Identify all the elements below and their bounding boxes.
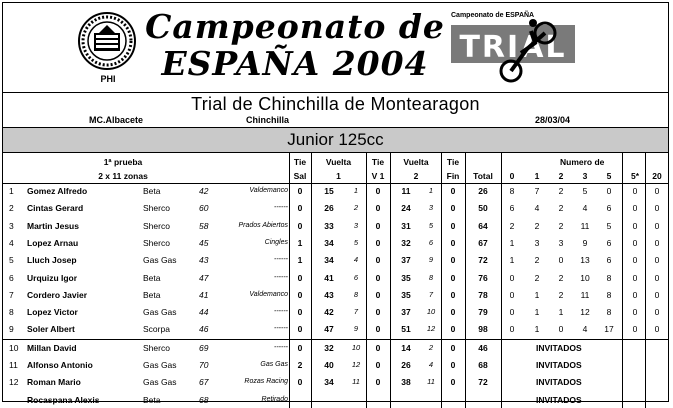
tie-fin-value: 0 [450,203,456,214]
rider-number: 58 [199,220,209,231]
count-3: 11 [580,289,590,300]
results-sheet [2,2,669,405]
count-0: 0 [509,307,515,318]
rider-bike: Scorpa [143,324,170,335]
col-tie-fin-bottom: Fin [446,171,460,181]
logo-caption: Campeonato de ESPAÑA [451,12,535,19]
count-3: 10 [580,272,590,283]
guest-note: INVITADOS [536,377,582,388]
count-5star: 0 [632,186,638,196]
count-2: 0 [558,324,564,335]
count-3: 13 [580,255,590,266]
total-score: 72 [478,255,488,266]
count-5: 0 [606,186,612,196]
rider-name: Martin Jesus [27,220,79,231]
col-count-3: 3 [582,171,588,181]
count-2: 2 [558,272,564,283]
results-table [3,153,668,405]
federation-seal-icon [77,11,137,71]
rider-name: Alfonso Antonio [27,360,93,370]
col-tie-sal-bottom: Sal [293,171,307,181]
guests-divider [3,339,668,341]
rider-club: Cingles [264,238,288,246]
rider-name: Soler Albert [27,324,75,335]
championship-year: ESPAÑA 2004 [161,44,429,83]
col-count-0: 0 [509,171,515,181]
count-5star: 0 [632,289,638,300]
vuelta2-score: 32 [401,237,411,248]
col-count-5star: 5* [630,171,640,181]
rider-bike: Gas Gas [143,255,177,266]
rider-bike: Sherco [143,342,170,353]
vuelta1-rank: 10 [351,342,361,352]
count-5: 8 [606,272,612,283]
count-3: 11 [580,220,590,231]
rider-club: ------ [274,343,288,351]
total-score: 76 [478,272,488,283]
tie-v1-value: 0 [375,186,381,196]
rider-bike: Sherco [143,203,170,214]
tie-sal-value: 1 [297,255,303,266]
col-divider [390,153,391,408]
vuelta1-rank: 12 [351,360,361,369]
col-tie-fin-top: Tie [446,157,460,167]
count-20: 0 [654,307,660,318]
col-tie-v1-top: Tie [371,157,385,167]
vuelta1-score: 41 [324,272,334,283]
count-2: 2 [558,220,564,231]
vuelta1-score: 32 [324,342,334,353]
vuelta2-rank: 9 [428,255,434,265]
rider-bike: Sherco [143,237,170,248]
tie-v1-value: 0 [375,255,381,266]
tie-v1-value: 0 [375,360,381,370]
vuelta1-rank: 11 [352,377,360,387]
guest-note: INVITADOS [536,394,582,405]
rider-number: 41 [199,289,209,300]
rider-position: 12 [9,377,19,388]
vuelta2-score: 37 [401,307,411,318]
total-score: 50 [478,203,488,214]
col-divider [622,153,623,408]
rider-name: Lopez Arnau [27,237,79,248]
championship-title: Campeonato de [145,7,445,46]
vuelta2-score: 11 [401,186,411,196]
count-0: 2 [509,220,515,231]
count-20: 0 [654,203,660,214]
rider-name: Rocaspana Alexis [27,394,100,405]
rider-club: ------ [274,273,288,281]
total-score: 78 [478,289,488,300]
event-title: Trial de Chinchilla de Montearagon [191,94,480,114]
round-label: 1ª prueba [103,157,143,167]
count-5: 8 [606,307,612,318]
count-0: 0 [509,289,515,300]
tie-fin-value: 0 [450,272,456,283]
rider-number: 60 [199,203,209,214]
count-3: 5 [582,186,588,196]
col-tie-sal-top: Tie [293,157,307,167]
count-0: 1 [509,255,515,266]
col-numero-de: Numero de [560,157,605,167]
col-divider [501,153,502,408]
count-0: 0 [509,324,515,335]
col-count-1: 1 [534,171,540,181]
total-score: 98 [478,324,488,335]
rider-name: Lopez Victor [27,307,78,318]
rider-club: Valdemanco [249,187,288,194]
count-5star: 0 [632,220,638,231]
tie-v1-value: 0 [375,324,381,335]
vuelta2-rank: 3 [428,203,434,213]
count-3: 12 [580,307,590,318]
total-score: 46 [478,342,488,353]
vuelta2-score: 35 [401,289,411,300]
count-20: 0 [654,220,660,231]
tie-fin-value: 0 [450,289,456,300]
trial-logo-icon [449,13,577,85]
rider-position: 6 [9,272,14,283]
vuelta1-score: 42 [324,307,334,318]
vuelta2-score: 14 [401,342,411,353]
rider-position: 5 [9,255,14,266]
tie-fin-value: 0 [450,324,456,335]
tie-fin-value: 0 [450,307,456,318]
rider-bike: Beta [143,394,161,405]
count-20: 0 [654,255,660,266]
rider-number: 70 [199,360,209,370]
tie-fin-value: 0 [450,186,456,196]
rider-bike: Sherco [143,220,170,231]
count-0: 1 [509,237,515,248]
vuelta1-score: 34 [324,377,334,388]
rider-number: 43 [199,255,209,266]
count-20: 0 [654,186,660,196]
vuelta2-rank: 4 [428,360,434,369]
vuelta1-score: 15 [324,186,334,196]
col-count-20: 20 [652,171,662,181]
rider-number: 45 [199,237,209,248]
count-1: 7 [534,186,540,196]
rider-number: 67 [199,377,209,388]
vuelta2-rank: 8 [428,272,434,282]
count-5: 5 [606,220,612,231]
count-1: 2 [534,255,540,266]
vuelta1-rank: 4 [353,255,359,265]
tie-v1-value: 0 [375,289,381,300]
tie-fin-value: 0 [450,220,456,231]
col-vuelta1-bottom: 1 [336,171,341,181]
count-20: 0 [654,237,660,248]
tie-v1-value: 0 [375,272,381,283]
vuelta1-rank: 9 [353,324,359,334]
rider-club: ------ [274,204,288,212]
vuelta2-score: 24 [401,203,411,214]
total-score: 79 [478,307,488,318]
rider-club: Valdemanco [249,290,288,298]
total-score: 68 [478,360,488,370]
vuelta1-rank: 3 [353,220,359,230]
vuelta1-score: 40 [324,360,334,370]
count-3: 9 [582,237,588,248]
seal-label: PHI [100,74,116,84]
total-score: 67 [478,237,488,248]
col-count-5: 5 [606,171,612,181]
count-2: 1 [558,307,564,318]
rider-position: 3 [9,220,14,231]
count-5: 6 [606,203,612,214]
rider-position: 4 [9,237,14,248]
rider-bike: Beta [143,289,161,300]
vuelta2-score: 26 [401,360,411,370]
count-2: 2 [558,289,564,300]
header-divider [3,183,668,184]
vuelta1-rank: 2 [353,203,359,213]
count-1: 1 [534,307,540,318]
tie-v1-value: 0 [375,203,381,214]
count-3: 4 [582,324,588,335]
vuelta1-score: 33 [324,220,334,231]
vuelta2-rank: 11 [427,377,435,387]
tie-sal-value: 1 [297,237,303,248]
tie-sal-value: 0 [297,186,303,196]
rider-number: 68 [199,394,209,405]
count-1: 2 [534,272,540,283]
category-title: Junior 125cc [3,127,668,153]
rider-number: 44 [199,307,209,318]
rider-name: Cintas Gerard [27,203,84,214]
vuelta2-rank: 1 [428,186,434,195]
vuelta2-rank: 7 [428,289,434,299]
count-5star: 0 [632,324,638,335]
tie-fin-value: 0 [450,237,456,248]
rider-bike: Beta [143,272,161,283]
rider-club: Gas Gas [260,361,288,368]
rider-number: 42 [199,186,209,196]
vuelta2-rank: 12 [426,324,436,334]
col-vuelta2-top: Vuelta [403,157,429,167]
rider-club: ------ [274,325,288,333]
vuelta2-score: 38 [401,377,411,388]
count-5star: 0 [632,237,638,248]
count-5star: 0 [632,307,638,318]
vuelta1-score: 34 [324,237,334,248]
col-divider [645,153,646,408]
count-5star: 0 [632,203,638,214]
vuelta1-rank: 7 [353,307,359,317]
total-score: 72 [478,377,488,388]
count-0: 6 [509,203,515,214]
rider-name: Cordero Javier [27,289,87,300]
header-banner [3,3,668,93]
event-date: 28/03/04 [535,115,571,125]
vuelta1-rank: 6 [353,272,359,282]
count-20: 0 [654,272,660,283]
vuelta2-score: 31 [401,220,411,231]
event-location: Chinchilla [246,115,290,125]
rider-name: Urquizu Igor [27,272,78,283]
col-count-2: 2 [558,171,564,181]
rider-name: Gomez Alfredo [27,186,88,196]
organizing-club: MC.Albacete [89,115,144,125]
rider-position: 7 [9,289,14,300]
rider-name: Lluch Josep [27,255,77,266]
tie-fin-value: 0 [450,377,456,388]
col-total: Total [473,171,493,181]
count-5: 8 [606,289,612,300]
count-1: 3 [534,237,540,248]
rider-number: 69 [199,342,209,353]
rider-bike: Beta [143,186,161,196]
rider-position: 2 [9,203,14,214]
tie-sal-value: 0 [297,220,303,231]
vuelta2-score: 37 [401,255,411,266]
rider-number: 46 [199,324,209,335]
vuelta2-score: 35 [401,272,411,283]
vuelta1-score: 34 [324,255,334,266]
tie-v1-value: 0 [375,342,381,353]
vuelta2-rank: 10 [426,307,436,317]
vuelta1-rank: 8 [353,289,359,299]
rider-bike: Gas Gas [143,377,177,388]
tie-v1-value: 0 [375,237,381,248]
tie-sal-value: 0 [297,377,303,388]
tie-fin-value: 0 [450,360,456,370]
tie-sal-value: 2 [297,360,303,370]
rider-position: 10 [9,342,19,353]
vuelta1-score: 26 [324,203,334,214]
rider-position: 8 [9,307,14,318]
count-2: 2 [558,203,564,214]
rider-club: ------ [274,256,288,264]
col-divider [311,153,312,408]
vuelta2-score: 51 [401,324,411,335]
total-score: 64 [478,220,488,231]
rider-number: 47 [199,272,209,283]
tie-fin-value: 0 [450,342,456,353]
rider-club: Prados Abiertos [238,221,288,229]
count-2: 2 [558,186,564,196]
tie-v1-value: 0 [375,377,381,388]
vuelta2-rank: 5 [428,220,434,230]
count-1: 4 [534,203,540,214]
tie-v1-value: 0 [375,220,381,231]
tie-sal-value: 0 [297,289,303,300]
count-5star: 0 [632,272,638,283]
count-1: 1 [534,289,540,300]
count-2: 3 [558,237,564,248]
rider-name: Roman Mario [27,377,81,388]
tie-sal-value: 0 [297,307,303,318]
count-0: 8 [509,186,515,196]
vuelta1-score: 47 [324,324,334,335]
vuelta2-rank: 2 [428,342,434,352]
count-5: 17 [604,324,614,335]
rider-bike: Gas Gas [143,307,177,318]
vuelta2-rank: 6 [428,237,434,247]
zones-label: 2 x 11 zonas [98,171,148,181]
count-5star: 0 [632,255,638,266]
logo-word: TRIAL [459,30,567,65]
count-20: 0 [654,289,660,300]
count-20: 0 [654,324,660,335]
tie-sal-value: 0 [297,324,303,335]
rider-position: 9 [9,324,14,335]
count-3: 4 [582,203,588,214]
rider-club: ------ [274,308,288,316]
vuelta1-score: 43 [324,289,334,300]
tie-sal-value: 0 [297,272,303,283]
rider-name: Millan David [27,342,77,353]
count-1: 2 [534,220,540,231]
tie-v1-value: 0 [375,307,381,318]
total-score: 26 [478,186,488,196]
vuelta1-rank: 1 [353,186,359,195]
rider-club: Retirado [261,395,288,403]
count-5: 6 [606,255,612,266]
tie-sal-value: 0 [297,203,303,214]
rider-club: Rozas Racing [244,378,288,386]
col-vuelta1-top: Vuelta [325,157,352,167]
tie-sal-value: 0 [297,342,303,353]
count-2: 0 [558,255,564,266]
rider-position: 11 [9,360,18,370]
rider-bike: Gas Gas [143,360,177,370]
count-0: 0 [509,272,515,283]
vuelta1-rank: 5 [353,237,359,247]
count-1: 1 [534,324,540,335]
tie-fin-value: 0 [450,255,456,266]
count-5: 6 [606,237,612,248]
guest-note: INVITADOS [536,342,582,353]
guest-note: INVITADOS [536,360,582,370]
col-vuelta2-bottom: 2 [413,171,419,181]
col-tie-v1-bottom: V 1 [371,171,385,181]
rider-position: 1 [9,186,14,196]
